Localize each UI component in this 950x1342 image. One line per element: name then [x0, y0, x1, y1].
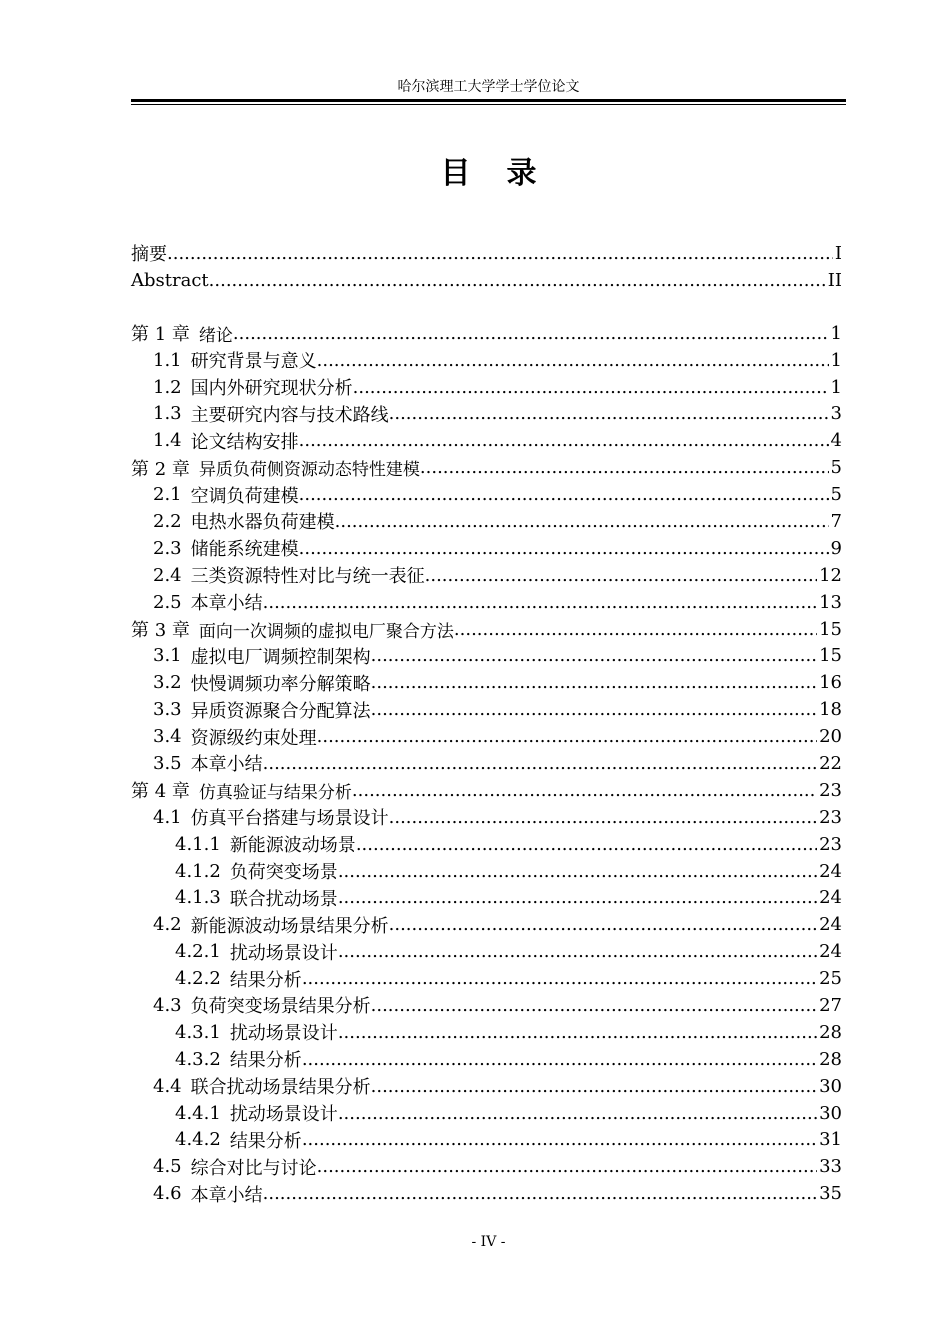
toc-entry-number: 1.3 — [153, 403, 182, 425]
toc-entry-number: 4.2.2 — [175, 968, 221, 990]
toc-entry[interactable] — [131, 642, 842, 669]
toc-entry-number: 3.4 — [153, 726, 182, 748]
header-rule-thick — [131, 99, 846, 102]
toc-entry-label: 空调负荷建模 — [190, 485, 299, 507]
toc-entry-page: 30 — [819, 1075, 842, 1097]
toc-entry-label: 结果分析 — [229, 1050, 302, 1072]
toc-entry-label: 扰动场景设计 — [229, 1023, 338, 1045]
toc-leader-dots — [263, 1183, 817, 1204]
toc-entry[interactable] — [131, 589, 842, 616]
toc-entry[interactable] — [131, 267, 842, 294]
toc-entry-number: 4.4.2 — [175, 1129, 221, 1151]
toc-entry-number: 第 3 章 — [131, 620, 190, 642]
toc-entry-label: 本章小结 — [190, 1184, 263, 1206]
toc-entry[interactable] — [131, 723, 842, 750]
toc-entry-page: 30 — [819, 1102, 842, 1124]
toc-entry[interactable] — [131, 1127, 842, 1154]
toc-leader-dots — [338, 1022, 817, 1043]
toc-leader-dots — [389, 807, 817, 828]
page-number-footer: - IV - — [471, 1234, 506, 1250]
toc-entry-label: 论文结构安排 — [190, 431, 299, 453]
toc-leader-dots — [371, 995, 817, 1016]
toc-entry-number: 4.1.2 — [175, 860, 221, 882]
toc-entry[interactable] — [131, 696, 842, 723]
page-title — [131, 154, 846, 194]
toc-entry-label: 资源级约束处理 — [190, 727, 317, 749]
toc-entry[interactable] — [131, 562, 842, 589]
toc-entry[interactable] — [131, 669, 842, 696]
toc-entry-number: 4.1.3 — [175, 887, 221, 909]
toc-entry[interactable] — [131, 400, 842, 427]
toc-leader-dots — [263, 753, 817, 774]
toc-entry-number: 4.3.1 — [175, 1021, 221, 1043]
toc-entry-number: 4.2 — [153, 914, 182, 936]
toc-entry-page: 1 — [830, 376, 842, 398]
toc-entry[interactable] — [131, 1180, 842, 1207]
toc-entry-number: 2.4 — [153, 564, 182, 586]
toc-entry[interactable] — [131, 965, 842, 992]
toc-leader-dots — [302, 968, 817, 989]
toc-entry-page: 25 — [819, 968, 842, 990]
toc-entry-number: 1.1 — [153, 349, 182, 371]
table-of-contents — [131, 240, 842, 1207]
toc-entry-number: 3.5 — [153, 752, 182, 774]
toc-entry-number: 第 2 章 — [131, 458, 190, 480]
toc-entry-page: 18 — [819, 699, 842, 721]
toc-entry-label: 联合扰动场景结果分析 — [190, 1077, 371, 1099]
toc-entry-number: 1.4 — [153, 430, 182, 452]
toc-entry[interactable] — [131, 831, 842, 858]
toc-leader-dots — [371, 645, 817, 666]
toc-entry-page: 12 — [819, 564, 842, 586]
toc-entry-page: 24 — [819, 860, 842, 882]
header-rule-thin — [131, 104, 846, 105]
toc-entry-number: 2.1 — [153, 484, 182, 506]
toc-entry-label: 仿真验证与结果分析 — [198, 782, 352, 803]
toc-entry-page: 28 — [819, 1048, 842, 1070]
toc-leader-dots — [317, 1156, 817, 1177]
toc-entry-number: 3.2 — [153, 672, 182, 694]
toc-entry-number: 2.5 — [153, 591, 182, 613]
title-char-1: 目 — [440, 156, 471, 191]
toc-entry[interactable] — [131, 616, 842, 643]
toc-entry-label: 快慢调频功率分解策略 — [190, 673, 371, 695]
toc-entry[interactable] — [131, 1100, 842, 1127]
toc-leader-dots — [389, 914, 817, 935]
toc-leader-dots — [209, 270, 826, 291]
toc-entry-page: 23 — [819, 779, 842, 801]
toc-leader-dots — [338, 861, 817, 882]
toc-leader-dots — [335, 511, 829, 532]
toc-leader-dots — [371, 672, 817, 693]
toc-leader-dots — [299, 484, 829, 505]
toc-entry-page: I — [834, 242, 842, 264]
toc-entry[interactable] — [131, 508, 842, 535]
toc-entry-page: 27 — [819, 994, 842, 1016]
toc-entry[interactable] — [131, 992, 842, 1019]
toc-entry-page: 16 — [819, 672, 842, 694]
toc-entry-label: 负荷突变场景结果分析 — [190, 996, 371, 1018]
toc-entry-page: 5 — [830, 457, 842, 479]
toc-leader-dots — [352, 780, 817, 801]
toc-entry-number: 4.4.1 — [175, 1102, 221, 1124]
toc-entry-page: 24 — [819, 914, 842, 936]
toc-entry[interactable] — [131, 1046, 842, 1073]
toc-entry-label: 国内外研究现状分析 — [190, 378, 353, 399]
toc-entry-page: 1 — [830, 322, 842, 344]
toc-entry-page: 24 — [819, 941, 842, 963]
toc-entry[interactable] — [131, 374, 842, 401]
toc-entry-page: 9 — [830, 537, 842, 559]
toc-entry-page: 1 — [830, 349, 842, 371]
toc-leader-dots — [233, 323, 829, 344]
toc-entry-number: 第 1 章 — [131, 324, 190, 346]
toc-entry-page: 33 — [819, 1156, 842, 1178]
toc-leader-dots — [338, 1103, 817, 1124]
toc-entry[interactable] — [131, 427, 842, 454]
toc-entry-page: 5 — [830, 484, 842, 506]
toc-entry-label: 电热水器负荷建模 — [190, 512, 335, 534]
toc-leader-dots — [371, 699, 817, 720]
toc-entry-number: 4.1.1 — [175, 833, 221, 855]
toc-leader-dots — [317, 726, 817, 747]
toc-entry-label: 扰动场景设计 — [229, 1104, 338, 1126]
toc-entry-label: 绪论 — [198, 325, 233, 346]
toc-leader-dots — [420, 457, 829, 478]
toc-entry[interactable] — [131, 911, 842, 938]
title-char-2: 录 — [506, 156, 537, 191]
toc-leader-dots — [338, 887, 817, 908]
toc-entry-label: 异质负荷侧资源动态特性建模 — [198, 460, 420, 481]
toc-leader-dots — [371, 1076, 817, 1097]
toc-entry[interactable] — [131, 240, 842, 267]
toc-leader-dots — [454, 619, 817, 640]
toc-entry[interactable] — [131, 1073, 842, 1100]
toc-leader-dots — [302, 1049, 817, 1070]
toc-entry-number: 4.3.2 — [175, 1048, 221, 1070]
toc-leader-dots — [167, 243, 833, 264]
toc-entry[interactable] — [131, 535, 842, 562]
toc-entry-label: 扰动场景设计 — [229, 942, 338, 964]
toc-entry-label: 虚拟电厂调频控制架构 — [190, 646, 371, 668]
toc-entry-number: 4.1 — [153, 806, 182, 828]
toc-entry[interactable] — [131, 858, 842, 885]
toc-entry-page: 35 — [819, 1183, 842, 1205]
toc-entry-number: 4.4 — [153, 1075, 182, 1097]
toc-entry-number: 4.3 — [153, 994, 182, 1016]
toc-entry-label: 储能系统建模 — [190, 539, 299, 561]
toc-entry-label: 三类资源特性对比与统一表征 — [190, 566, 425, 588]
toc-entry-page: 22 — [819, 752, 842, 774]
toc-leader-dots — [425, 565, 817, 586]
toc-entry[interactable] — [131, 481, 842, 508]
toc-entry-label: 结果分析 — [229, 1130, 302, 1152]
toc-entry-label: Abstract — [131, 269, 209, 291]
toc-entry-label: 本章小结 — [190, 754, 263, 776]
toc-entry-label: 异质资源聚合分配算法 — [190, 700, 371, 722]
toc-entry[interactable] — [131, 320, 842, 347]
toc-entry-label: 联合扰动场景 — [229, 888, 338, 910]
toc-entry-number: 1.2 — [153, 376, 182, 398]
toc-entry-page: 13 — [819, 591, 842, 613]
toc-entry[interactable] — [131, 804, 842, 831]
toc-entry-label: 摘要 — [131, 244, 167, 266]
toc-entry-label: 综合对比与讨论 — [190, 1157, 317, 1179]
toc-entry-number: 第 4 章 — [131, 781, 190, 803]
toc-entry-page: 3 — [830, 403, 842, 425]
toc-entry-page: 4 — [830, 430, 842, 452]
toc-entry-page: 7 — [830, 510, 842, 532]
toc-leader-dots — [263, 592, 817, 613]
toc-entry[interactable] — [131, 1019, 842, 1046]
toc-entry-label: 新能源波动场景结果分析 — [190, 915, 389, 937]
toc-leader-dots — [389, 403, 829, 424]
toc-leader-dots — [299, 538, 829, 559]
toc-entry-page: 20 — [819, 726, 842, 748]
running-header: 哈尔滨理工大学学士学位论文 — [397, 79, 580, 95]
toc-leader-dots — [317, 350, 829, 371]
toc-entry-label: 负荷突变场景 — [229, 862, 338, 884]
toc-entry[interactable] — [131, 1153, 842, 1180]
toc-entry-page: 28 — [819, 1021, 842, 1043]
toc-entry-number: 3.3 — [153, 699, 182, 721]
toc-entry-page: 15 — [819, 618, 842, 640]
toc-entry-page: 23 — [819, 833, 842, 855]
toc-entry-label: 新能源波动场景 — [229, 835, 356, 857]
toc-entry-page: 31 — [819, 1129, 842, 1151]
toc-entry[interactable] — [131, 347, 842, 374]
toc-entry-number: 3.1 — [153, 645, 182, 667]
toc-entry-label: 本章小结 — [190, 593, 263, 615]
toc-entry-number: 4.5 — [153, 1156, 182, 1178]
toc-entry[interactable] — [131, 884, 842, 911]
toc-entry[interactable] — [131, 938, 842, 965]
toc-entry-number: 2.2 — [153, 510, 182, 532]
toc-leader-dots — [356, 834, 817, 855]
toc-leader-dots — [338, 941, 817, 962]
toc-entry-label: 仿真平台搭建与场景设计 — [190, 808, 389, 830]
toc-entry-page: 15 — [819, 645, 842, 667]
toc-entry-label: 结果分析 — [229, 969, 302, 991]
toc-entry-number: 4.6 — [153, 1183, 182, 1205]
toc-entry-label: 主要研究内容与技术路线 — [190, 404, 389, 426]
toc-leader-dots — [299, 430, 829, 451]
toc-entry[interactable] — [131, 777, 842, 804]
toc-entry[interactable] — [131, 454, 842, 481]
toc-entry-label: 研究背景与意义 — [190, 351, 317, 373]
toc-entry-number: 4.2.1 — [175, 941, 221, 963]
toc-entry-page: 23 — [819, 806, 842, 828]
toc-leader-dots — [302, 1129, 817, 1150]
toc-leader-dots — [353, 377, 829, 398]
toc-entry[interactable] — [131, 750, 842, 777]
toc-entry-number: 2.3 — [153, 537, 182, 559]
toc-entry-page: 24 — [819, 887, 842, 909]
toc-entry-label: 面向一次调频的虚拟电厂聚合方法 — [198, 621, 454, 642]
toc-entry-page: II — [827, 269, 842, 291]
